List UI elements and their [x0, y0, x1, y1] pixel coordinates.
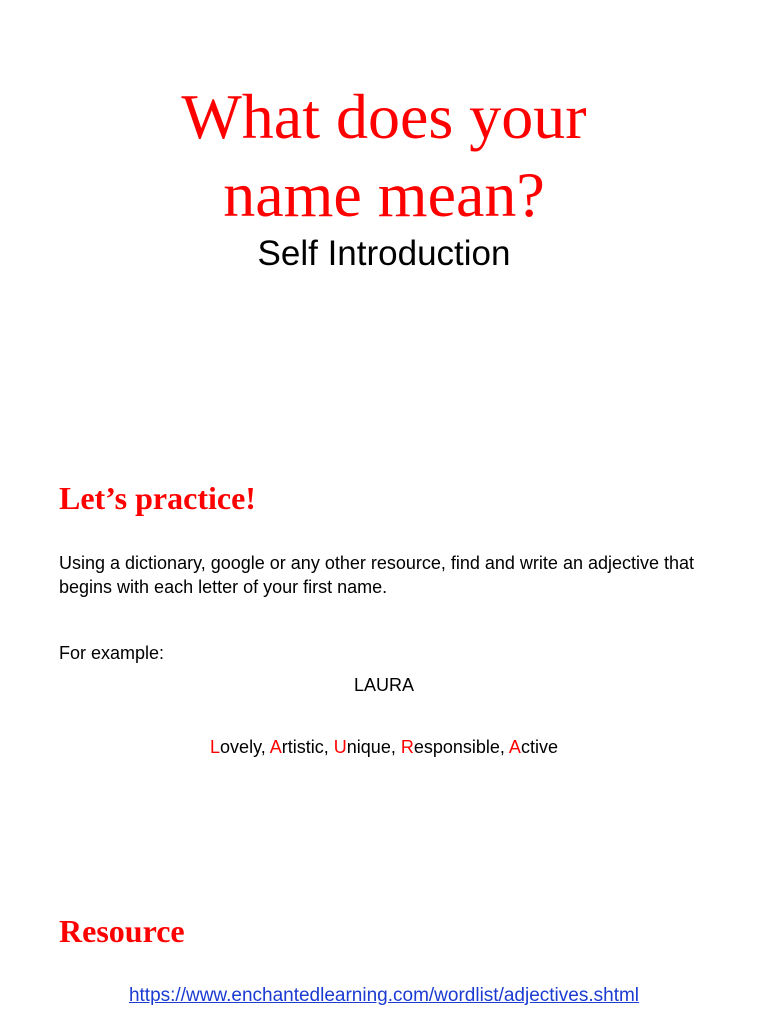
title-line-1: What does your	[181, 81, 587, 152]
adjective-item	[270, 737, 334, 757]
adjective-rest: ovely	[220, 737, 261, 757]
practice-instructions: Using a dictionary, google or any other resource, find and write an adjective that begins with each letter of your first name.	[59, 553, 695, 597]
adjective-initial: L	[210, 737, 221, 757]
page-subtitle: Self Introduction	[257, 234, 511, 273]
adjective-initial: U	[333, 737, 347, 757]
adjective-rest: nique	[346, 737, 391, 757]
adjective-separator: ,	[260, 737, 270, 757]
practice-heading: Let’s practice!	[59, 480, 256, 516]
adjective-separator: ,	[323, 737, 334, 757]
adjective-initial: R	[400, 737, 414, 757]
example-name: LAURA	[353, 675, 415, 695]
example-label: For example:	[59, 643, 165, 663]
adjective-item	[210, 737, 270, 757]
adjective-initial: A	[269, 737, 282, 757]
resource-heading: Resource	[59, 913, 185, 949]
adjective-list	[0, 735, 768, 759]
adjective-rest: esponsible	[413, 737, 500, 757]
page-title	[0, 78, 768, 234]
resource-link-line	[0, 983, 768, 1009]
title-line-2: name mean?	[223, 159, 545, 230]
adjective-item	[509, 737, 558, 757]
adjective-separator: ,	[499, 737, 509, 757]
adjective-item	[334, 737, 401, 757]
adjective-separator: ,	[390, 737, 401, 757]
adjective-initial: A	[508, 737, 521, 757]
resource-link[interactable]: https://www.enchantedlearning.com/wordlist/adjectives.shtml	[128, 985, 640, 1006]
adjective-rest: rtistic	[281, 737, 324, 757]
adjective-item	[401, 737, 509, 757]
adjective-rest: ctive	[520, 737, 558, 757]
